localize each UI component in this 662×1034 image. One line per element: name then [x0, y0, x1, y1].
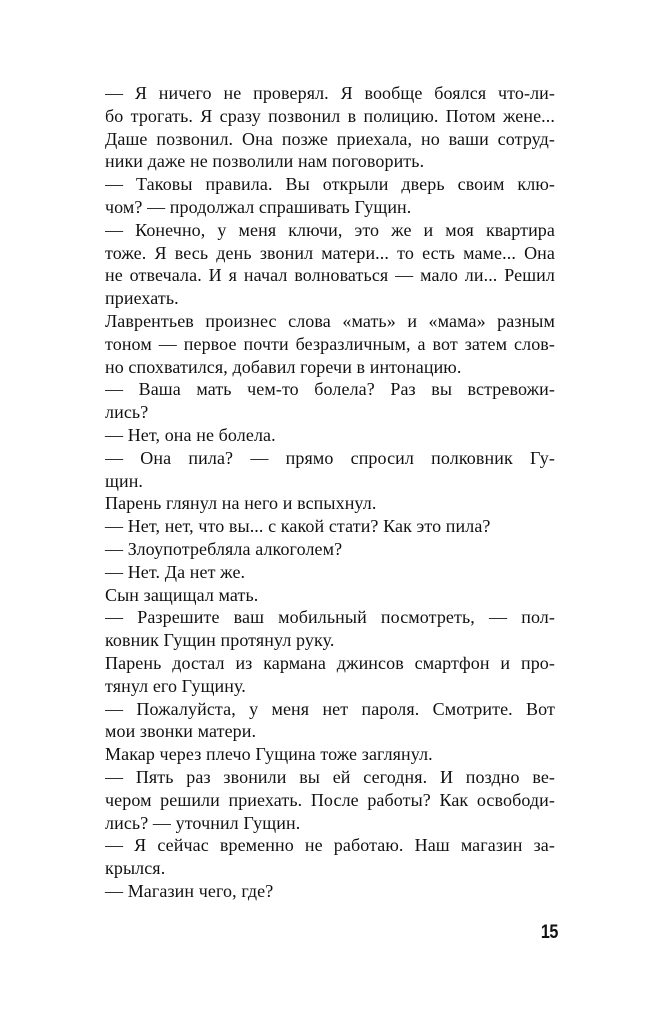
body-text: [105, 82, 555, 903]
text-line: — Ваша мать чем-то болела? Раз вы встревожи-: [105, 379, 555, 400]
text-line: — Таковы правила. Вы открыли дверь своим клю-: [105, 174, 555, 195]
text-line: — Пожалуйста, у меня нет пароля. Смотрите. Вот: [105, 698, 555, 719]
page-number: 15: [540, 922, 558, 943]
text-line: крылся.: [105, 858, 166, 879]
text-line: чером решили приехать. После работы? Как освободи-: [105, 789, 555, 810]
text-line: — Я сейчас временно не работаю. Наш магазин за-: [105, 835, 555, 856]
text-line: тоже. Я весь день звонил матери... то есть маме... Она: [105, 242, 555, 263]
text-line: — Я ничего не проверял. Я вообще боялся что-ли-: [105, 83, 555, 103]
text-line: не отвечала. И я начал волноваться — мало ли... Решил: [105, 265, 555, 286]
text-line: мои звонки матери.: [105, 721, 257, 742]
text-line: Даше позвонил. Она позже приехала, но ваши сотруд-: [105, 128, 555, 149]
text-line: — Она пила? — прямо спросил полковник Гу-: [105, 447, 555, 468]
text-line: — Нет, она не болела.: [105, 424, 276, 445]
text-line: приехать.: [105, 288, 179, 309]
text-line: — Магазин чего, где?: [105, 880, 274, 901]
text-line: — Нет, нет, что вы... с какой стати? Как это пила?: [105, 516, 491, 537]
text-line: чом? — продолжал спрашивать Гущин.: [105, 196, 412, 217]
text-line: тоном — первое почти безразличным, а вот затем слов-: [105, 333, 555, 354]
text-line: — Злоупотребляла алкоголем?: [105, 538, 343, 559]
text-line: — Пять раз звонили вы ей сегодня. И поздно ве-: [105, 766, 555, 787]
text-line: бо трогать. Я сразу позвонил в полицию. Потом жене...: [105, 105, 555, 126]
text-line: Парень глянул на него и вспыхнул.: [105, 493, 377, 514]
text-line: ковник Гущин протянул руку.: [105, 630, 335, 651]
text-line: щин.: [105, 470, 144, 491]
text-line: но спохватился, добавил горечи в интонацию.: [105, 356, 462, 377]
text-line: Макар через плечо Гущина тоже заглянул.: [105, 744, 433, 765]
text-line: — Конечно, у меня ключи, это же и моя квартира: [105, 219, 555, 240]
text-line: Сын защищал мать.: [105, 584, 259, 605]
text-line: лись?: [105, 402, 149, 423]
text-line: — Разрешите ваш мобильный посмотреть, — пол-: [105, 607, 555, 628]
text-line: лись? — уточнил Гущин.: [105, 812, 301, 833]
text-line: Парень достал из кармана джинсов смартфон и про-: [105, 652, 555, 673]
text-line: Лаврентьев произнес слова «мать» и «мама» разным: [105, 310, 555, 331]
text-line: тянул его Гущину.: [105, 675, 246, 696]
text-line: — Нет. Да нет же.: [105, 561, 246, 582]
text-line: ники даже не позволили нам поговорить.: [105, 151, 425, 172]
